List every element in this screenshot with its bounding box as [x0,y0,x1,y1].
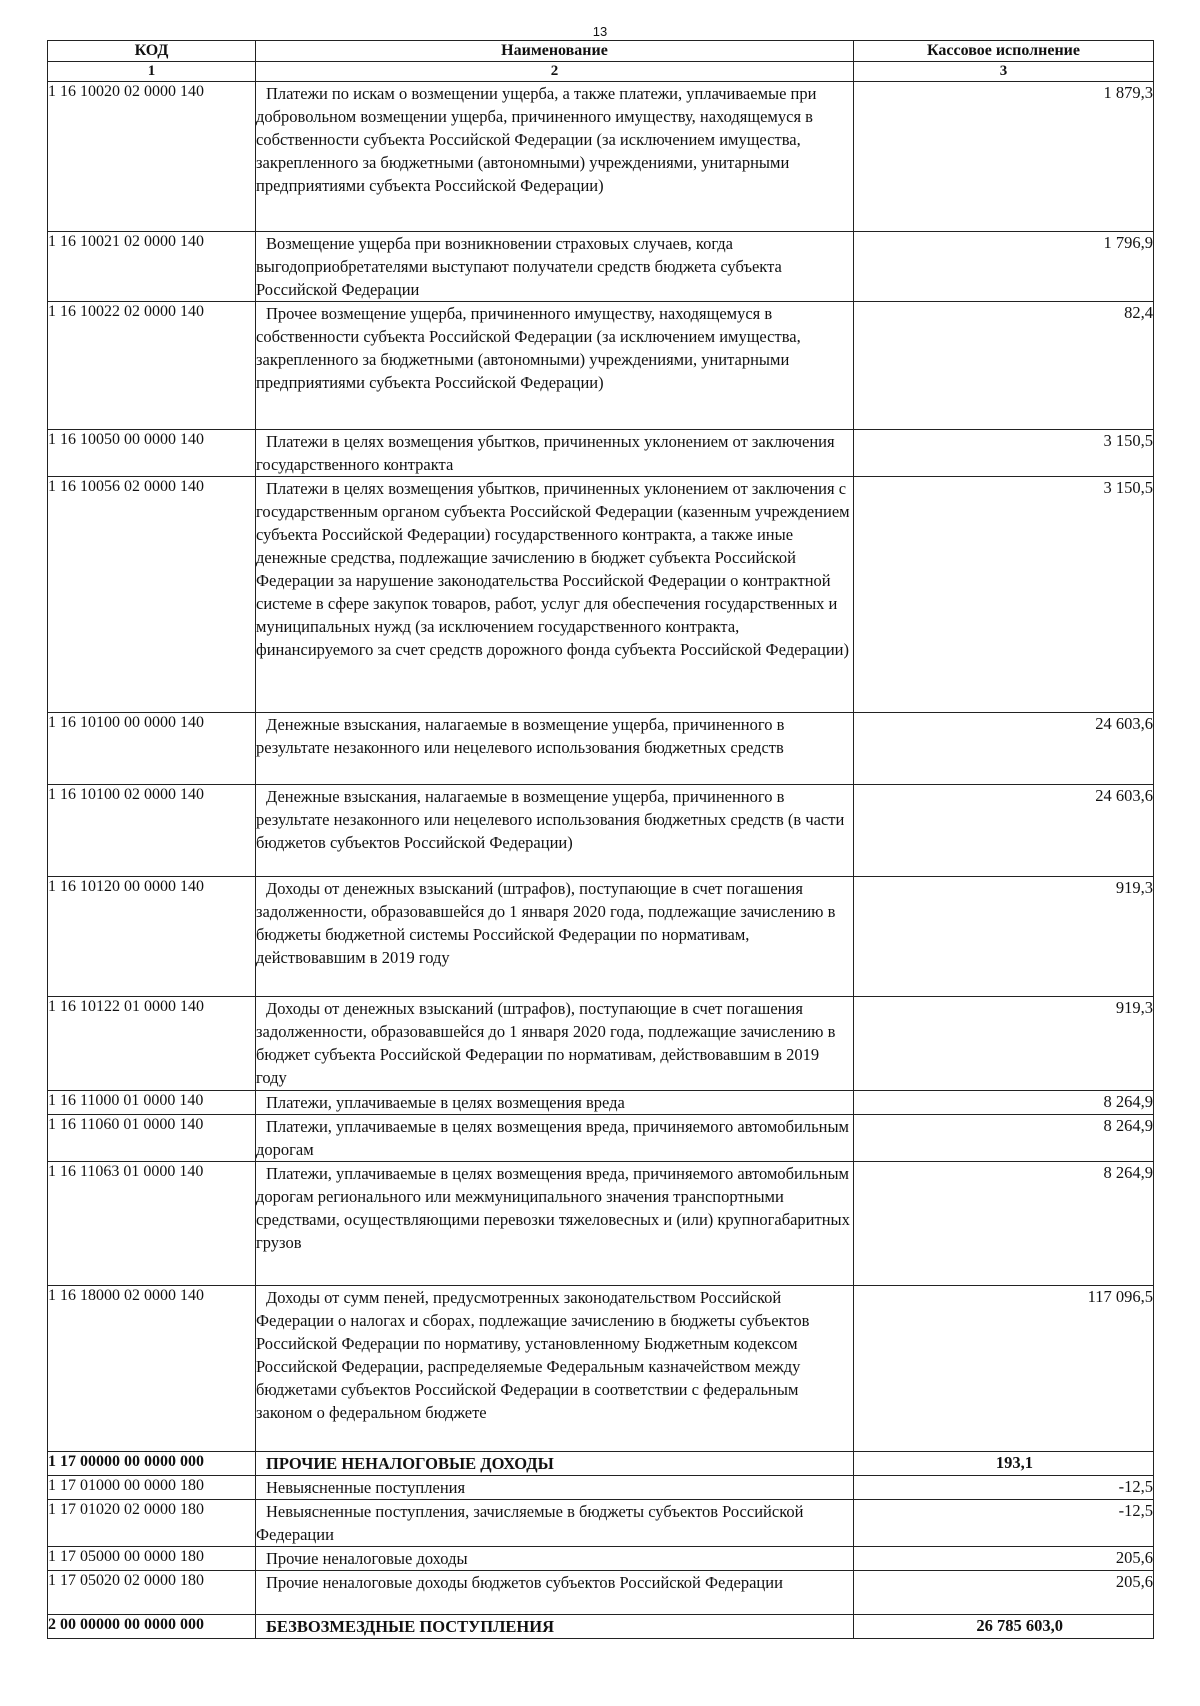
table-body [48,82,1154,1639]
row-code: 1 16 10122 01 0000 140 [48,997,256,1091]
row-value: 205,6 [854,1547,1154,1571]
row-name: Прочее возмещение ущерба, причиненного имуществу, находящемуся в собственности субъекта Российской Федерации (за исключением имущества, закрепленного за бюджетными (автономными) учреждениями, унитарными предприятиями субъекта Российской Федерации) [256,304,801,392]
row-name-cell [256,302,854,430]
row-code: 1 16 11060 01 0000 140 [48,1115,256,1162]
row-code: 1 17 05020 02 0000 180 [48,1571,256,1615]
table-row [48,430,1154,477]
row-name-cell [256,1547,854,1571]
table-row [48,1286,1154,1452]
row-name: Прочие неналоговые доходы [266,1549,468,1568]
row-name: Доходы от сумм пеней, предусмотренных законодательством Российской Федерации о налогах и сборах, подлежащие зачислению в бюджеты субъектов Российской Федерации по нормативу, установленному Бюджетным кодексом Российской Федерации, распределяемые Федеральным казначейством между бюджетами субъектов Российской Федерации в соответствии с федеральным законом о федеральном бюджете [256,1288,810,1422]
row-value: 24 603,6 [854,713,1154,785]
row-name: ПРОЧИЕ НЕНАЛОГОВЫЕ ДОХОДЫ [266,1454,554,1473]
row-value: 82,4 [854,302,1154,430]
table-row [48,713,1154,785]
row-name: Возмещение ущерба при возникновении страховых случаев, когда выгодоприобретателями выступают получатели средств бюджета субъекта Российской Федерации [256,234,782,299]
row-value: 8 264,9 [854,1115,1154,1162]
table-row [48,1547,1154,1571]
row-code: 1 16 10020 02 0000 140 [48,82,256,232]
row-code: 1 16 18000 02 0000 140 [48,1286,256,1452]
table-row [48,1500,1154,1547]
row-value: 1 879,3 [854,82,1154,232]
row-name-cell [256,82,854,232]
row-value: 919,3 [854,997,1154,1091]
table-row [48,877,1154,997]
row-code: 1 16 10100 00 0000 140 [48,713,256,785]
row-name-cell [256,232,854,302]
row-value: 8 264,9 [854,1091,1154,1115]
row-name: Платежи по искам о возмещении ущерба, а также платежи, уплачиваемые при добровольном возмещении ущерба, причиненного имуществу, находящемуся в собственности субъекта Российской Федерации (за исключением имущества, закрепленного за бюджетными (автономными) учреждениями, унитарными предприятиями субъекта Российской Федерации) [256,84,817,195]
row-name-cell [256,713,854,785]
row-code: 1 17 01000 00 0000 180 [48,1476,256,1500]
table-row [48,1571,1154,1615]
row-name: Денежные взыскания, налагаемые в возмещение ущерба, причиненного в результате незаконного или нецелевого использования бюджетных средств (в части бюджетов субъектов Российской Федерации) [256,787,845,852]
row-name-cell [256,1571,854,1615]
header-name: Наименование [256,41,854,62]
table-row [48,785,1154,877]
table-row [48,302,1154,430]
row-name-cell [256,877,854,997]
row-name-cell [256,1162,854,1286]
table-row [48,1162,1154,1286]
row-value: 1 796,9 [854,232,1154,302]
row-value: 193,1 [854,1452,1154,1476]
header-code: КОД [48,41,256,62]
row-value: -12,5 [854,1500,1154,1547]
row-name-cell [256,1115,854,1162]
header-execution: Кассовое исполнение [854,41,1154,62]
row-value: 919,3 [854,877,1154,997]
row-name: Невыясненные поступления, зачисляемые в бюджеты субъектов Российской Федерации [256,1502,804,1544]
row-value: 26 785 603,0 [854,1615,1154,1639]
row-code: 1 17 05000 00 0000 180 [48,1547,256,1571]
row-name: Платежи в целях возмещения убытков, причиненных уклонением от заключения государственного контракта [256,432,835,474]
budget-execution-table [47,40,1154,1639]
row-name: БЕЗВОЗМЕЗДНЫЕ ПОСТУПЛЕНИЯ [266,1617,554,1636]
row-code: 1 16 10120 00 0000 140 [48,877,256,997]
row-name-cell [256,1091,854,1115]
row-name-cell [256,1476,854,1500]
column-number-1: 1 [48,62,256,82]
row-code: 1 16 10100 02 0000 140 [48,785,256,877]
table-row [48,1476,1154,1500]
table-row [48,997,1154,1091]
page-number: 13 [592,24,608,39]
table-row [48,1091,1154,1115]
row-name: Платежи в целях возмещения убытков, причиненных уклонением от заключения с государственным органом субъекта Российской Федерации (казенным учреждением субъекта Российской Федерации) государственного контракта, а также иные денежные средства, подлежащие зачислению в бюджет субъекта Российской Федерации за нарушение законодательства Российской Федерации о контрактной системе в сфере закупок товаров, работ, услуг для обеспечения государственных и муниципальных нужд (за исключением государственного контракта, финансируемого за счет средств дорожного фонда субъекта Российской Федерации) [256,479,850,659]
row-name: Денежные взыскания, налагаемые в возмещение ущерба, причиненного в результате незаконного или нецелевого использования бюджетных средств [256,715,785,757]
row-value: 24 603,6 [854,785,1154,877]
row-name-cell [256,1500,854,1547]
row-name-cell [256,1615,854,1639]
row-name-cell [256,477,854,713]
row-value: 117 096,5 [854,1286,1154,1452]
table-row [48,1452,1154,1476]
row-name-cell [256,785,854,877]
row-value: 3 150,5 [854,430,1154,477]
row-code: 1 16 11000 01 0000 140 [48,1091,256,1115]
table-row [48,232,1154,302]
table-row [48,1115,1154,1162]
row-name: Невыясненные поступления [266,1478,466,1497]
row-code: 1 17 00000 00 0000 000 [48,1452,256,1476]
column-number-3: 3 [854,62,1154,82]
table-row [48,1615,1154,1639]
row-name: Доходы от денежных взысканий (штрафов), поступающие в счет погашения задолженности, образовавшейся до 1 января 2020 года, подлежащие зачислению в бюджеты бюджетной системы Российской Федерации по нормативам, действовавшим в 2019 году [256,879,836,967]
row-name: Платежи, уплачиваемые в целях возмещения вреда, причиняемого автомобильным дорогам регионального или межмуниципального значения транспортными средствами, осуществляющими перевозки тяжеловесных и (или) крупногабаритных грузов [256,1164,850,1252]
row-name: Платежи, уплачиваемые в целях возмещения вреда, причиняемого автомобильным дорогам [256,1117,849,1159]
row-code: 1 16 10022 02 0000 140 [48,302,256,430]
row-name: Доходы от денежных взысканий (штрафов), поступающие в счет погашения задолженности, образовавшейся до 1 января 2020 года, подлежащие зачислению в бюджет субъекта Российской Федерации по нормативам, действовавшим в 2019 году [256,999,836,1087]
row-code: 2 00 00000 00 0000 000 [48,1615,256,1639]
row-code: 1 16 10021 02 0000 140 [48,232,256,302]
row-name-cell [256,1452,854,1476]
row-value: -12,5 [854,1476,1154,1500]
row-name-cell [256,430,854,477]
row-name: Прочие неналоговые доходы бюджетов субъектов Российской Федерации [266,1573,783,1592]
row-code: 1 16 10050 00 0000 140 [48,430,256,477]
row-code: 1 17 01020 02 0000 180 [48,1500,256,1547]
table-row [48,82,1154,232]
row-value: 205,6 [854,1571,1154,1615]
row-name-cell [256,997,854,1091]
row-code: 1 16 10056 02 0000 140 [48,477,256,713]
row-name: Платежи, уплачиваемые в целях возмещения вреда [266,1093,625,1112]
column-number-2: 2 [256,62,854,82]
row-code: 1 16 11063 01 0000 140 [48,1162,256,1286]
table-row [48,477,1154,713]
row-value: 3 150,5 [854,477,1154,713]
row-value: 8 264,9 [854,1162,1154,1286]
row-name-cell [256,1286,854,1452]
